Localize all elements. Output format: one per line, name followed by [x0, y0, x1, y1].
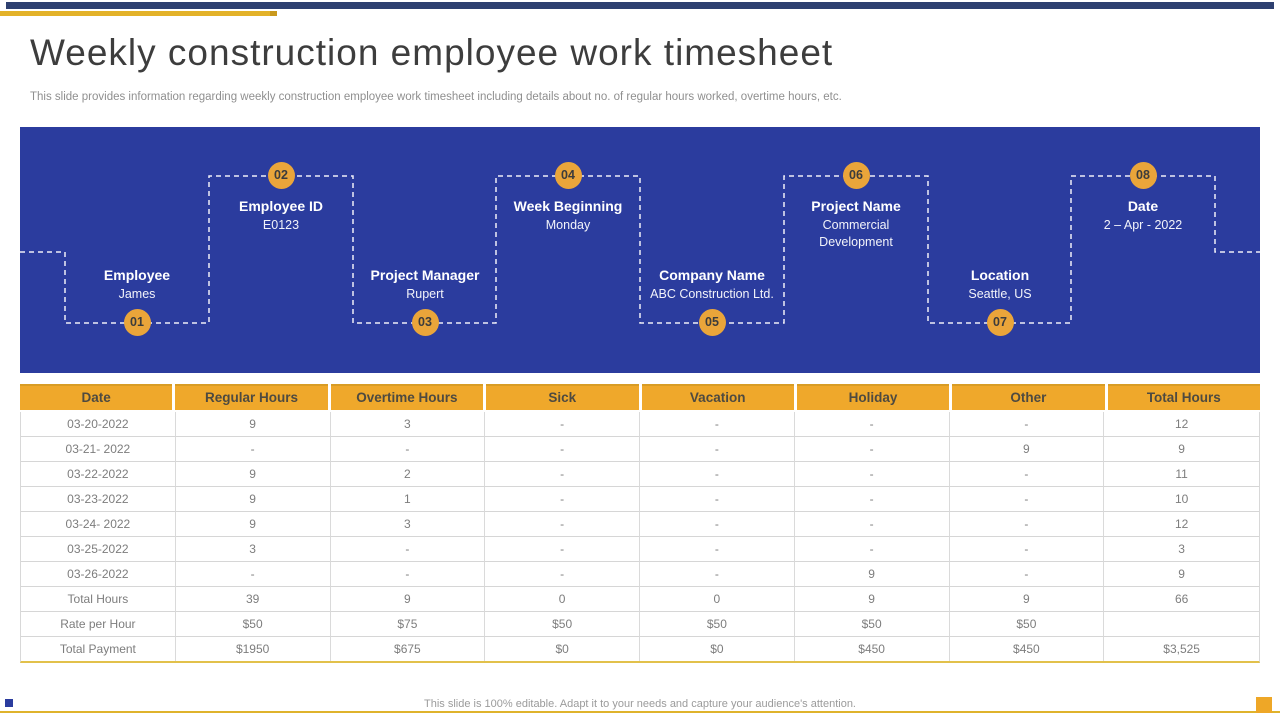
table-cell: 0: [485, 587, 640, 612]
table-cell: $1950: [176, 637, 331, 661]
column-header-vacation: Vacation: [642, 384, 794, 410]
table-cell: 66: [1104, 587, 1259, 612]
banner-item-title: Project Name: [811, 198, 901, 214]
table-cell: 9: [1104, 437, 1259, 462]
table-row: [21, 537, 1259, 562]
table-cell: -: [485, 412, 640, 437]
banner-item-title: Employee ID: [238, 198, 324, 214]
table-cell: $50: [176, 612, 331, 637]
table-cell: [1104, 612, 1259, 637]
table-cell: 9: [950, 437, 1105, 462]
table-cell: -: [640, 537, 795, 562]
column-header-holiday: Holiday: [797, 384, 949, 410]
table-cell: -: [795, 412, 950, 437]
banner-item-value: James: [118, 287, 156, 301]
column-header-overtime-hours: Overtime Hours: [331, 384, 483, 410]
column-header-total-hours: Total Hours: [1108, 384, 1260, 410]
table-row: [21, 412, 1259, 437]
table-cell: 9: [176, 412, 331, 437]
table-cell: 03-21- 2022: [21, 437, 176, 462]
table-row: [21, 437, 1259, 462]
table-cell: 03-24- 2022: [21, 512, 176, 537]
step-badge-08: 08: [1130, 162, 1157, 189]
banner-item-text: [65, 266, 209, 303]
table-cell: $50: [795, 612, 950, 637]
table-cell: 9: [950, 587, 1105, 612]
table-cell: -: [485, 537, 640, 562]
table-header-row: [20, 384, 1260, 410]
banner-item-04: [496, 127, 640, 373]
step-badge-07: 07: [987, 309, 1014, 336]
banner-item-value: Monday: [545, 218, 591, 232]
table-cell: -: [950, 412, 1105, 437]
table-cell: -: [331, 537, 486, 562]
banner-item-value: E0123: [262, 218, 300, 232]
table-cell: 0: [640, 587, 795, 612]
table-cell: -: [176, 562, 331, 587]
table-cell: 03-22-2022: [21, 462, 176, 487]
table-cell: -: [331, 437, 486, 462]
banner-item-text: [928, 266, 1072, 303]
table-cell: 9: [795, 562, 950, 587]
table-cell: -: [795, 437, 950, 462]
table-cell: -: [950, 462, 1105, 487]
step-badge-04: 04: [555, 162, 582, 189]
table-row: [21, 562, 1259, 587]
banner-item-01: [65, 127, 209, 373]
table-cell: 11: [1104, 462, 1259, 487]
column-header-regular-hours: Regular Hours: [175, 384, 327, 410]
table-cell: -: [640, 462, 795, 487]
table-row: [21, 462, 1259, 487]
banner-item-title: Date: [1127, 198, 1159, 214]
table-cell: 03-20-2022: [21, 412, 176, 437]
table-cell: 9: [176, 462, 331, 487]
table-cell: 3: [1104, 537, 1259, 562]
step-badge-02: 02: [268, 162, 295, 189]
table-cell: Total Payment: [21, 637, 176, 661]
table-cell: -: [176, 437, 331, 462]
banner-item-value: ABC Construction Ltd.: [650, 287, 774, 301]
table-cell: Total Hours: [21, 587, 176, 612]
table-cell: 03-25-2022: [21, 537, 176, 562]
table-cell: 3: [331, 512, 486, 537]
table-cell: $50: [640, 612, 795, 637]
footer-gold-square: [1256, 697, 1272, 713]
banner-item-08: [1071, 127, 1215, 373]
table-cell: 9: [176, 487, 331, 512]
table-cell: 10: [1104, 487, 1259, 512]
table-cell: $50: [485, 612, 640, 637]
table-cell: -: [950, 487, 1105, 512]
timesheet-table: [20, 384, 1260, 663]
footer-note: This slide is 100% editable. Adapt it to your needs and capture your audience's attention.: [424, 698, 856, 710]
table-cell: -: [485, 512, 640, 537]
banner-item-title: Project Manager: [370, 267, 480, 283]
table-cell: $450: [795, 637, 950, 661]
table-cell: -: [640, 437, 795, 462]
step-badge-01: 01: [124, 309, 151, 336]
table-cell: 39: [176, 587, 331, 612]
table-cell: $675: [331, 637, 486, 661]
table-cell: -: [950, 512, 1105, 537]
table-cell: $50: [950, 612, 1105, 637]
banner-item-text: [496, 197, 640, 234]
table-cell: -: [485, 562, 640, 587]
banner-item-05: [640, 127, 784, 373]
table-cell: 9: [331, 587, 486, 612]
banner-item-value: Seattle, US: [968, 287, 1032, 301]
column-header-date: Date: [20, 384, 172, 410]
table-cell: -: [795, 537, 950, 562]
table-cell: -: [795, 512, 950, 537]
table-cell: -: [485, 462, 640, 487]
table-cell: 9: [1104, 562, 1259, 587]
top-gold-bar-tip: [270, 11, 277, 16]
step-badge-05: 05: [699, 309, 726, 336]
banner-item-title: Location: [970, 267, 1030, 283]
banner-item-text: [353, 266, 497, 303]
banner-item-text: [640, 266, 784, 303]
page-subtitle: This slide provides information regarding weekly construction employee work timesheet including details about no. of regular hours worked, overtime hours, etc.: [30, 91, 842, 103]
table-cell: 3: [331, 412, 486, 437]
table-cell: -: [485, 487, 640, 512]
table-cell: -: [950, 562, 1105, 587]
step-badge-06: 06: [843, 162, 870, 189]
table-row: [21, 512, 1259, 537]
column-header-sick: Sick: [486, 384, 638, 410]
table-row: [21, 612, 1259, 637]
table-cell: $75: [331, 612, 486, 637]
table-cell: 2: [331, 462, 486, 487]
banner-item-title: Employee: [103, 267, 171, 283]
page-title: Weekly construction employee work timesheet: [30, 32, 834, 73]
table-cell: -: [640, 512, 795, 537]
banner-item-text: [1071, 197, 1215, 234]
banner-item-03: [353, 127, 497, 373]
timesheet-info-banner: [20, 127, 1260, 373]
footer-gold-line: [0, 711, 1280, 713]
table-cell: $0: [640, 637, 795, 661]
banner-item-text: [209, 197, 353, 234]
table-cell: 03-23-2022: [21, 487, 176, 512]
table-cell: $0: [485, 637, 640, 661]
table-cell: 3: [176, 537, 331, 562]
banner-item-02: [209, 127, 353, 373]
table-cell: $3,525: [1104, 637, 1259, 661]
table-cell: -: [640, 412, 795, 437]
banner-item-title: Company Name: [659, 267, 765, 283]
table-cell: 03-26-2022: [21, 562, 176, 587]
table-cell: 9: [795, 587, 950, 612]
table-cell: Rate per Hour: [21, 612, 176, 637]
table-cell: 12: [1104, 412, 1259, 437]
top-navy-bar: [6, 2, 1274, 9]
table-cell: -: [795, 462, 950, 487]
column-header-other: Other: [952, 384, 1104, 410]
table-cell: -: [485, 437, 640, 462]
table-cell: -: [331, 562, 486, 587]
table-cell: -: [950, 537, 1105, 562]
banner-item-text: [784, 197, 928, 251]
banner-item-value: Rupert: [406, 287, 444, 301]
step-badge-03: 03: [412, 309, 439, 336]
table-cell: 1: [331, 487, 486, 512]
table-cell: 9: [176, 512, 331, 537]
table-cell: -: [640, 487, 795, 512]
banner-item-value: 2 – Apr - 2022: [1103, 218, 1183, 232]
table-cell: 12: [1104, 512, 1259, 537]
banner-item-07: [928, 127, 1072, 373]
table-body: [20, 412, 1260, 663]
top-gold-bar: [0, 11, 277, 16]
banner-item-value: Commercial Development: [819, 218, 893, 249]
table-row: [21, 487, 1259, 512]
table-cell: $450: [950, 637, 1105, 661]
table-row: [21, 637, 1259, 661]
table-cell: -: [795, 487, 950, 512]
banner-item-06: [784, 127, 928, 373]
banner-item-title: Week Beginning: [513, 198, 623, 214]
table-row: [21, 587, 1259, 612]
table-cell: -: [640, 562, 795, 587]
